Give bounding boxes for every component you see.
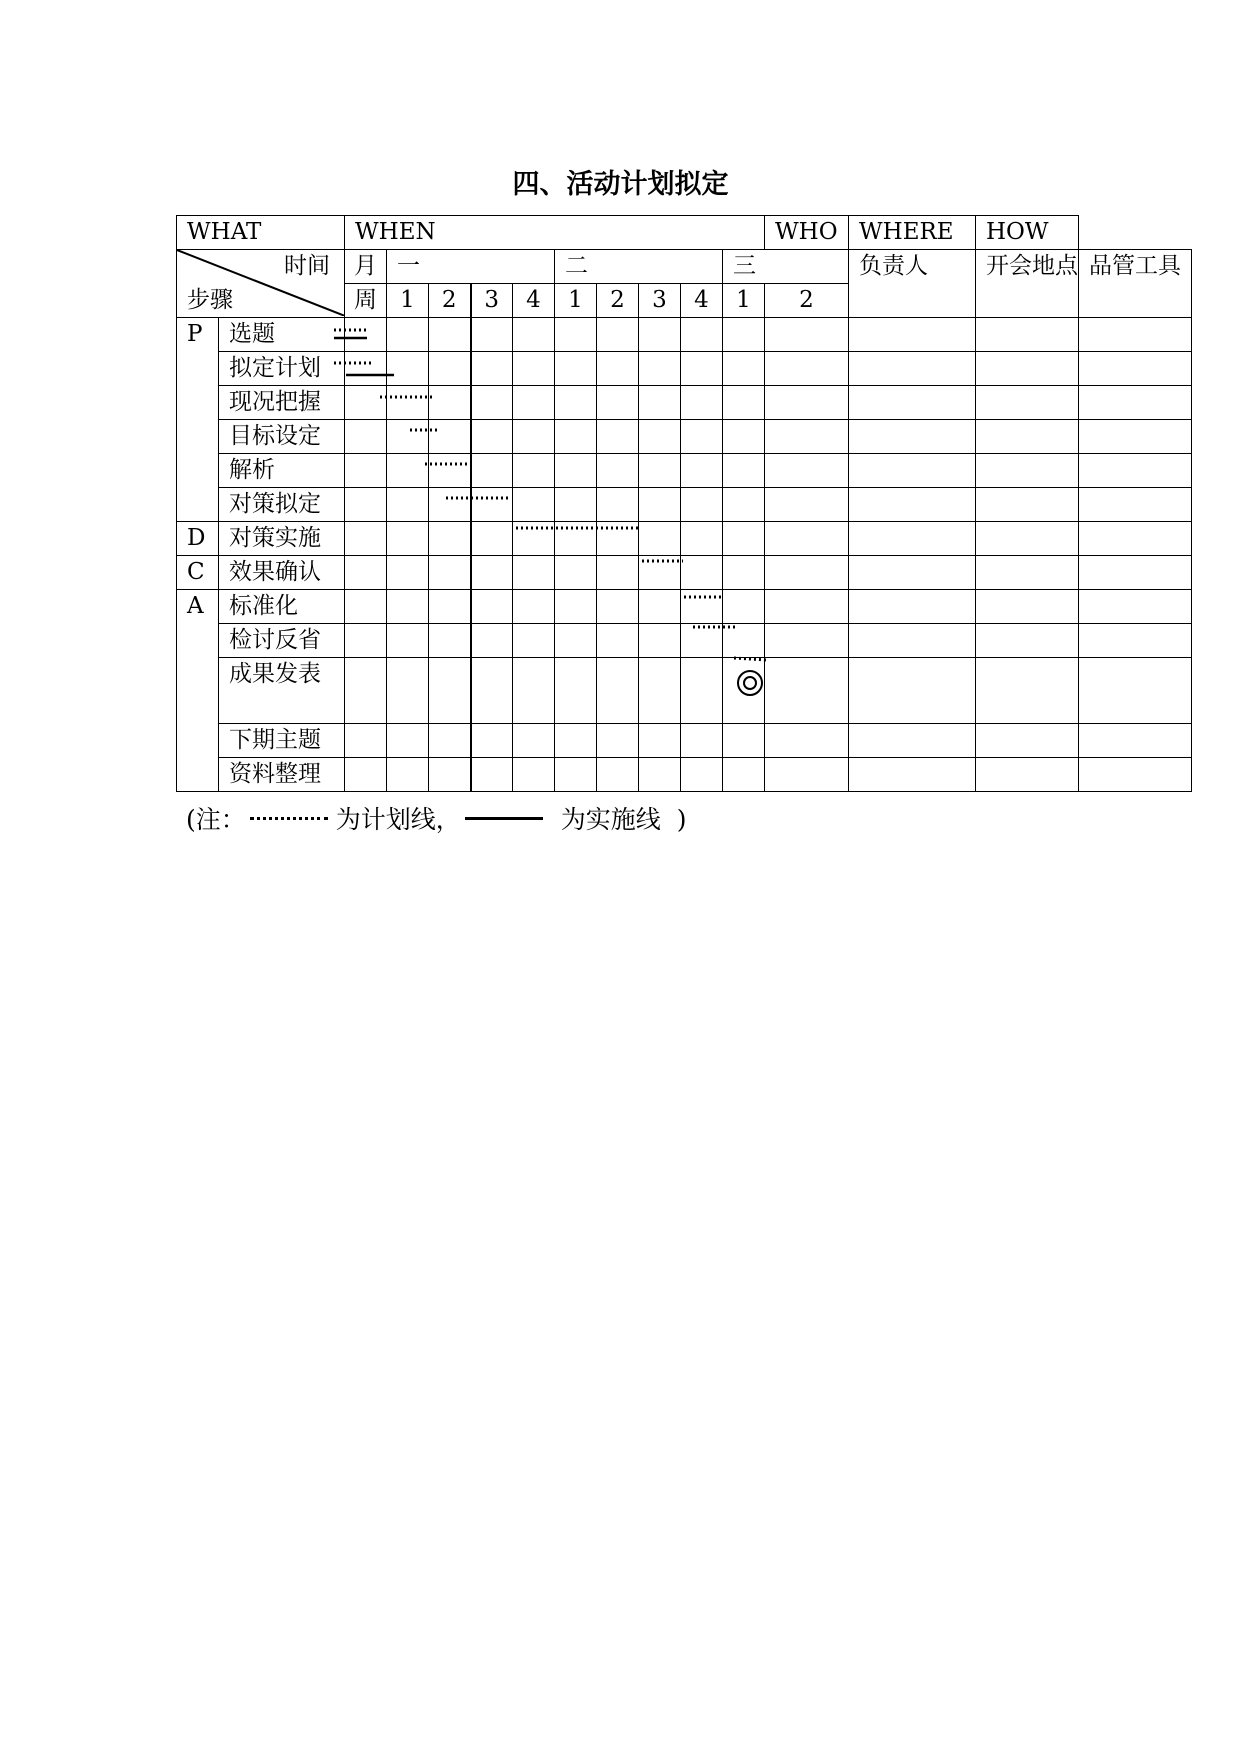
how-sub-header: 品管工具 bbox=[1079, 250, 1192, 318]
note-actual-text: 为实施线 bbox=[560, 805, 661, 834]
week-cell: 4 bbox=[513, 284, 555, 318]
week-cell: 3 bbox=[639, 284, 681, 318]
phase-letter: A bbox=[177, 590, 219, 792]
week-cell: 4 bbox=[681, 284, 723, 318]
week-cell: 1 bbox=[723, 284, 765, 318]
note-plan-text: 为计划线， bbox=[335, 805, 461, 834]
header-how: HOW bbox=[976, 216, 1079, 250]
step-label: 目标设定 bbox=[219, 420, 345, 454]
step-label: 拟定计划 bbox=[219, 352, 345, 386]
week-cell: 2 bbox=[429, 284, 471, 318]
plan-line-sample bbox=[250, 817, 328, 820]
header-where: WHERE bbox=[849, 216, 976, 250]
header-who: WHO bbox=[765, 216, 849, 250]
step-label: 资料整理 bbox=[219, 758, 345, 792]
month-2: 二 bbox=[555, 250, 723, 284]
week-label: 周 bbox=[345, 284, 387, 318]
corner-header-cell bbox=[177, 250, 345, 318]
who-sub-header: 负责人 bbox=[849, 250, 976, 318]
corner-step-label: 步骤 bbox=[187, 287, 233, 313]
where-sub-header: 开会地点 bbox=[976, 250, 1079, 318]
corner-time-label: 时间 bbox=[284, 253, 330, 279]
legend-note bbox=[186, 800, 686, 836]
phase-letter: C bbox=[177, 556, 219, 590]
actual-line-sample bbox=[465, 817, 543, 820]
activity-plan-table bbox=[176, 215, 1192, 792]
step-label: 下期主题 bbox=[219, 724, 345, 758]
note-close: ) bbox=[676, 805, 687, 834]
month-label: 月 bbox=[345, 250, 387, 284]
phase-letter: P bbox=[177, 318, 219, 522]
step-label: 标准化 bbox=[219, 590, 345, 624]
step-label: 检讨反省 bbox=[219, 624, 345, 658]
week-cell: 2 bbox=[597, 284, 639, 318]
step-label: 选题 bbox=[219, 318, 345, 352]
header-what: WHAT bbox=[177, 216, 345, 250]
header-when: WHEN bbox=[345, 216, 765, 250]
month-1: 一 bbox=[387, 250, 555, 284]
month-3: 三 bbox=[723, 250, 849, 284]
step-label: 成果发表 bbox=[219, 658, 345, 724]
step-label: 解析 bbox=[219, 454, 345, 488]
page-title: 四、活动计划拟定 bbox=[512, 169, 729, 200]
step-label: 现况把握 bbox=[219, 386, 345, 420]
week-cell: 2 bbox=[765, 284, 849, 318]
note-open: (注： bbox=[186, 805, 246, 834]
week-cell: 1 bbox=[555, 284, 597, 318]
phase-letter: D bbox=[177, 522, 219, 556]
step-label: 对策拟定 bbox=[219, 488, 345, 522]
week-cell: 1 bbox=[387, 284, 429, 318]
step-label: 效果确认 bbox=[219, 556, 345, 590]
step-label: 对策实施 bbox=[219, 522, 345, 556]
week-cell: 3 bbox=[471, 284, 513, 318]
